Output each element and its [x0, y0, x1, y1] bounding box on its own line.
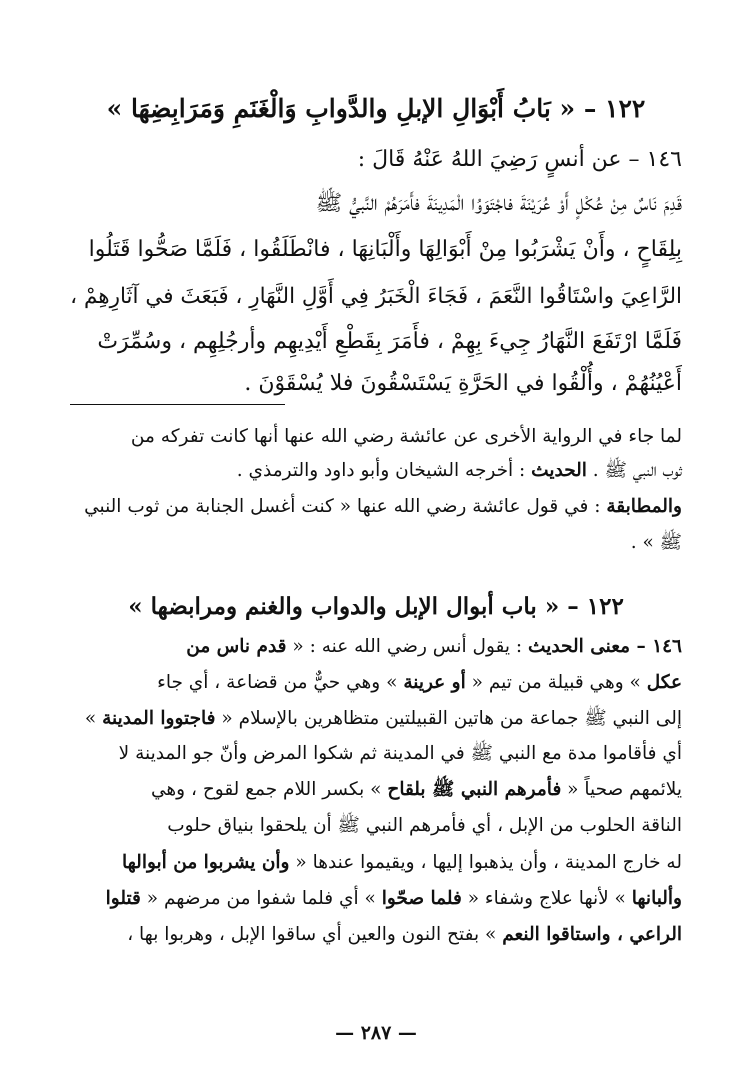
explanation-text-run: إلى النبي ﷺ جماعة من هاتين القبيلتين متظاهرين بالإسلام «	[215, 708, 682, 729]
quoted-term: قدم ناس من	[186, 636, 287, 657]
explanation-text-run: له خارج المدينة ، وأن يذهبوا إليها ، ويقيموا عندها «	[289, 852, 682, 873]
explanation-text-run: » بفتح النون والعين أي ساقوا الإبل ، وهربوا بها ،	[127, 924, 503, 945]
explanation-line	[70, 777, 682, 803]
hadith-line: ١٤٦ – عن أنسٍ رَضِيَ اللهُ عَنْهُ قَالَ :	[357, 147, 682, 172]
explanation-line: أي فأقاموا مدة مع النبي ﷺ في المدينة ثم شكوا المرض وأنّ جو المدينة لا	[118, 743, 682, 764]
explanation-text-run: » لأنها علاج وشفاء «	[461, 888, 632, 909]
explanation-line	[70, 706, 682, 732]
hadith-line: قَدِمَ نَاسٌ مِنْ عُكْلٍ أَوْ عُرَيْنَةَ فاجْتَوَوُا الْمَدِينَةَ فأَمَرَهُمْ النَّبيُّ ﷺ	[315, 191, 682, 216]
explanation-line: الناقة الحلوب من الإبل ، أي فأمرهم النبي ﷺ أن يلحقوا بنياق حلوب	[167, 815, 682, 836]
commentary-line	[70, 458, 682, 484]
quoted-term: فلما صحّوا	[381, 888, 462, 909]
explanation-line	[70, 670, 682, 696]
explanation-text-run: » وهي قبيلة من تيم «	[465, 672, 647, 693]
chapter-heading-2: ١٢٢ – « باب أبوال الإبل والدواب والغنم ومرابضها »	[128, 593, 624, 620]
explanation-line	[70, 886, 682, 912]
explanation-line	[70, 922, 682, 948]
explanation-text-run: يلائمهم صحياً «	[561, 779, 682, 800]
quoted-term: وأن يشربوا من أبوالها	[122, 852, 290, 873]
hadith-line: أَعْيُنُهُمْ ، وأُلْقُوا في الحَرَّةِ يَسْتَسْقُونَ فلا يُسْقَوْنَ .	[244, 371, 682, 396]
hadith-line: فَلَمَّا ارْتَفَعَ النَّهَارُ جِيءَ بِهِمْ ، فأَمَرَ بِقَطْعِ أَيْدِيهِم وأرجُلِهِم ، وسُمِّرَتْ	[97, 329, 682, 354]
explanation-line	[70, 634, 682, 660]
commentary-line: ﷺ » .	[630, 532, 682, 553]
hadith-line: بِلِقَاحٍ ، وأَنْ يَشْرَبُوا مِنْ أَبْوَالِهَا وأَلْبَانِهَا ، فانْطَلَقُوا ، فَلَمَّا صَحُّوا قَتَلُوا	[88, 237, 682, 262]
commentary-text: : في قول عائشة رضي الله عنها « كنت أغسل الجنابة من ثوب النبي	[84, 496, 607, 517]
explanation-text-run: » وهي حيٌّ من قضاعة ، أي جاء	[157, 672, 404, 693]
quoted-term: فأمرهم النبي ﷺ بلقاح	[387, 779, 562, 800]
quoted-term: قتلوا	[105, 888, 141, 909]
quoted-term: فاجتووا المدينة	[102, 708, 216, 729]
quoted-term: أو عرينة	[403, 672, 466, 693]
explanation-text-run: » بكسر اللام جمع لقوح ، وهي	[150, 779, 388, 800]
explanation-text-run: »	[84, 708, 103, 729]
explanation-text-run: : يقول أنس رضي الله عنه : «	[286, 636, 529, 657]
label-hadith: الحديث	[531, 460, 587, 481]
footnote-divider	[70, 404, 285, 405]
explanation-text-run: » أي فلما شفوا من مرضهم «	[140, 888, 382, 909]
quoted-term: وألبانها	[631, 888, 682, 909]
explanation-line	[70, 850, 682, 876]
label-correspondence: والمطابقة	[606, 496, 682, 517]
quoted-term: الراعي ، واستاقوا النعم	[502, 924, 682, 945]
chapter-heading: ١٢٢ – « بَابُ أَبْوَالِ الإبلِ والدَّوابِ وَالْغَنَمِ وَمَرَابِضِهَا »	[106, 94, 646, 123]
hadith-line: الرَّاعِيَ واسْتَاقُوا النَّعَمَ ، فَجَاءَ الْخَبَرُ فِي أَوَّلِ النَّهَارِ ، فَبَعَثَ في آثَارِهِمْ ،	[70, 284, 682, 309]
quoted-term: عكل	[646, 672, 682, 693]
page-number: — ٢٨٧ —	[335, 1022, 417, 1044]
commentary-line	[70, 494, 682, 520]
label-meaning: ١٤٦ – معنى الحديث	[528, 636, 682, 657]
commentary-text: : أخرجه الشيخان وأبو داود والترمذي .	[236, 460, 532, 481]
commentary-text: ثوب النبي ﷺ .	[586, 460, 682, 481]
commentary-line: لما جاء في الرواية الأخرى عن عائشة رضي الله عنها أنها كانت تفركه من	[130, 426, 682, 447]
